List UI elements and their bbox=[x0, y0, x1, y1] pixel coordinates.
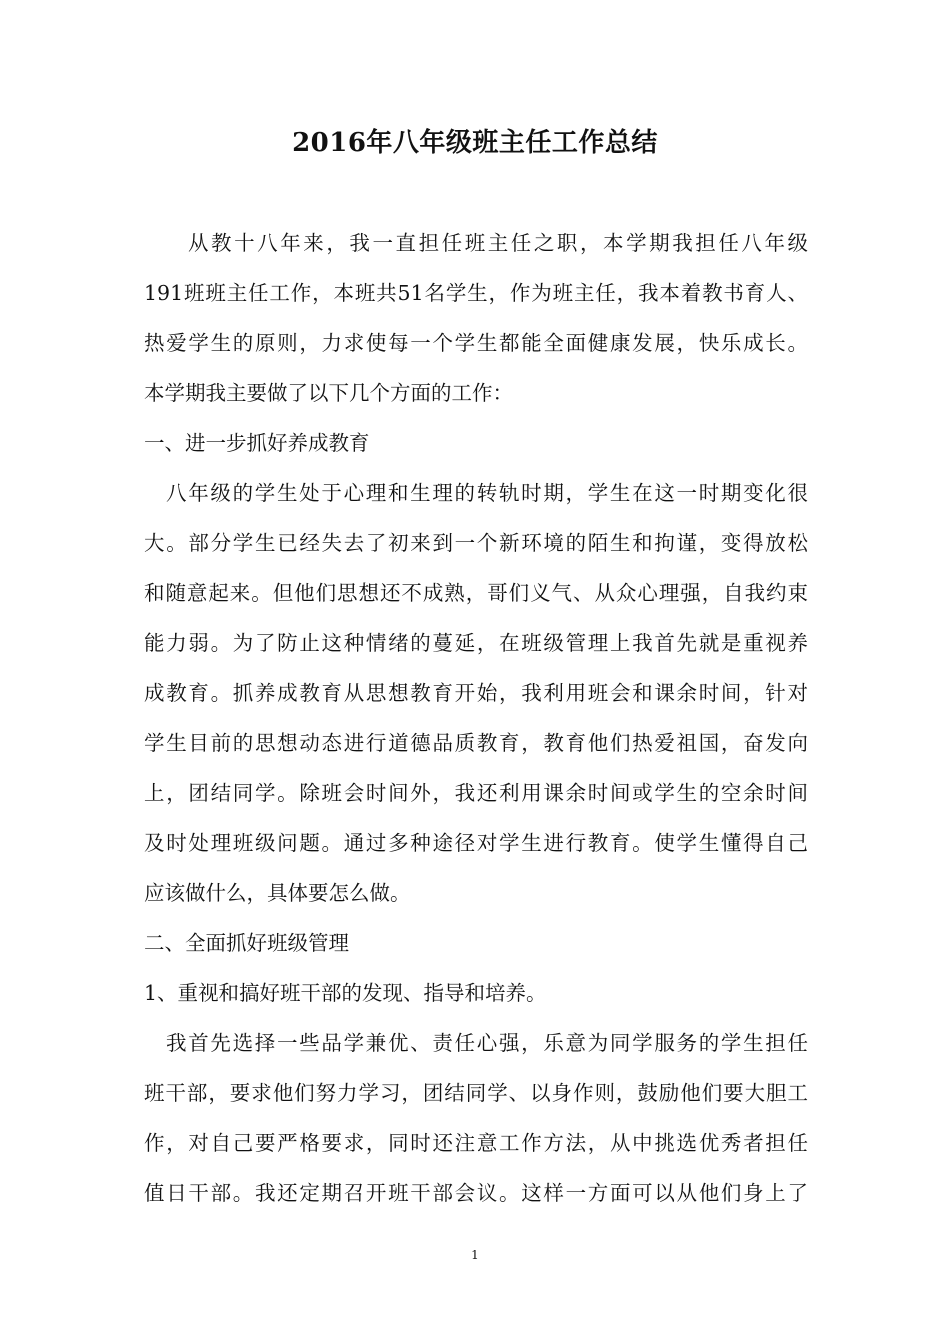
body-line: 我首先选择一些品学兼优、责任心强，乐意为同学服务的学生担任 bbox=[166, 1031, 808, 1055]
body-line: 作，对自己要严格要求，同时还注意工作方法，从中挑选优秀者担任 bbox=[144, 1131, 808, 1155]
body-line: 应该做什么，具体要怎么做。 bbox=[144, 881, 411, 905]
document-title: 2016年八年级班主任工作总结 bbox=[292, 128, 658, 158]
body-line: 本学期我主要做了以下几个方面的工作： bbox=[144, 381, 513, 405]
body-line: 班干部，要求他们努力学习，团结同学、以身作则，鼓励他们要大胆工 bbox=[144, 1081, 808, 1105]
document-body bbox=[144, 218, 808, 1218]
body-line: 从教十八年来，我一直担任班主任之职，本学期我担任八年级 bbox=[188, 231, 808, 255]
section-heading: 二、全面抓好班级管理 bbox=[144, 931, 349, 955]
body-line: 热爱学生的原则，力求使每一个学生都能全面健康发展，快乐成长。 bbox=[144, 331, 808, 355]
body-line: 191班班主任工作，本班共51名学生，作为班主任，我本着教书育人、 bbox=[144, 281, 808, 305]
subsection-heading: 1、重视和搞好班干部的发现、指导和培养。 bbox=[144, 981, 547, 1005]
page-number: 1 bbox=[471, 1248, 479, 1262]
body-line: 和随意起来。但他们思想还不成熟，哥们义气、从众心理强，自我约束 bbox=[144, 581, 808, 605]
body-line: 学生目前的思想动态进行道德品质教育，教育他们热爱祖国，奋发向 bbox=[144, 731, 808, 755]
body-line: 及时处理班级问题。通过多种途径对学生进行教育。使学生懂得自己 bbox=[144, 831, 808, 855]
body-line: 值日干部。我还定期召开班干部会议。这样一方面可以从他们身上了 bbox=[144, 1181, 808, 1205]
body-line: 上，团结同学。除班会时间外，我还利用课余时间或学生的空余时间 bbox=[144, 781, 808, 805]
body-line: 成教育。抓养成教育从思想教育开始，我利用班会和课余时间，针对 bbox=[144, 681, 808, 705]
body-line: 能力弱。为了防止这种情绪的蔓延，在班级管理上我首先就是重视养 bbox=[144, 631, 808, 655]
body-line: 大。部分学生已经失去了初来到一个新环境的陌生和拘谨，变得放松 bbox=[144, 531, 808, 555]
body-line: 八年级的学生处于心理和生理的转轨时期，学生在这一时期变化很 bbox=[166, 481, 808, 505]
section-heading: 一、进一步抓好养成教育 bbox=[144, 431, 370, 455]
